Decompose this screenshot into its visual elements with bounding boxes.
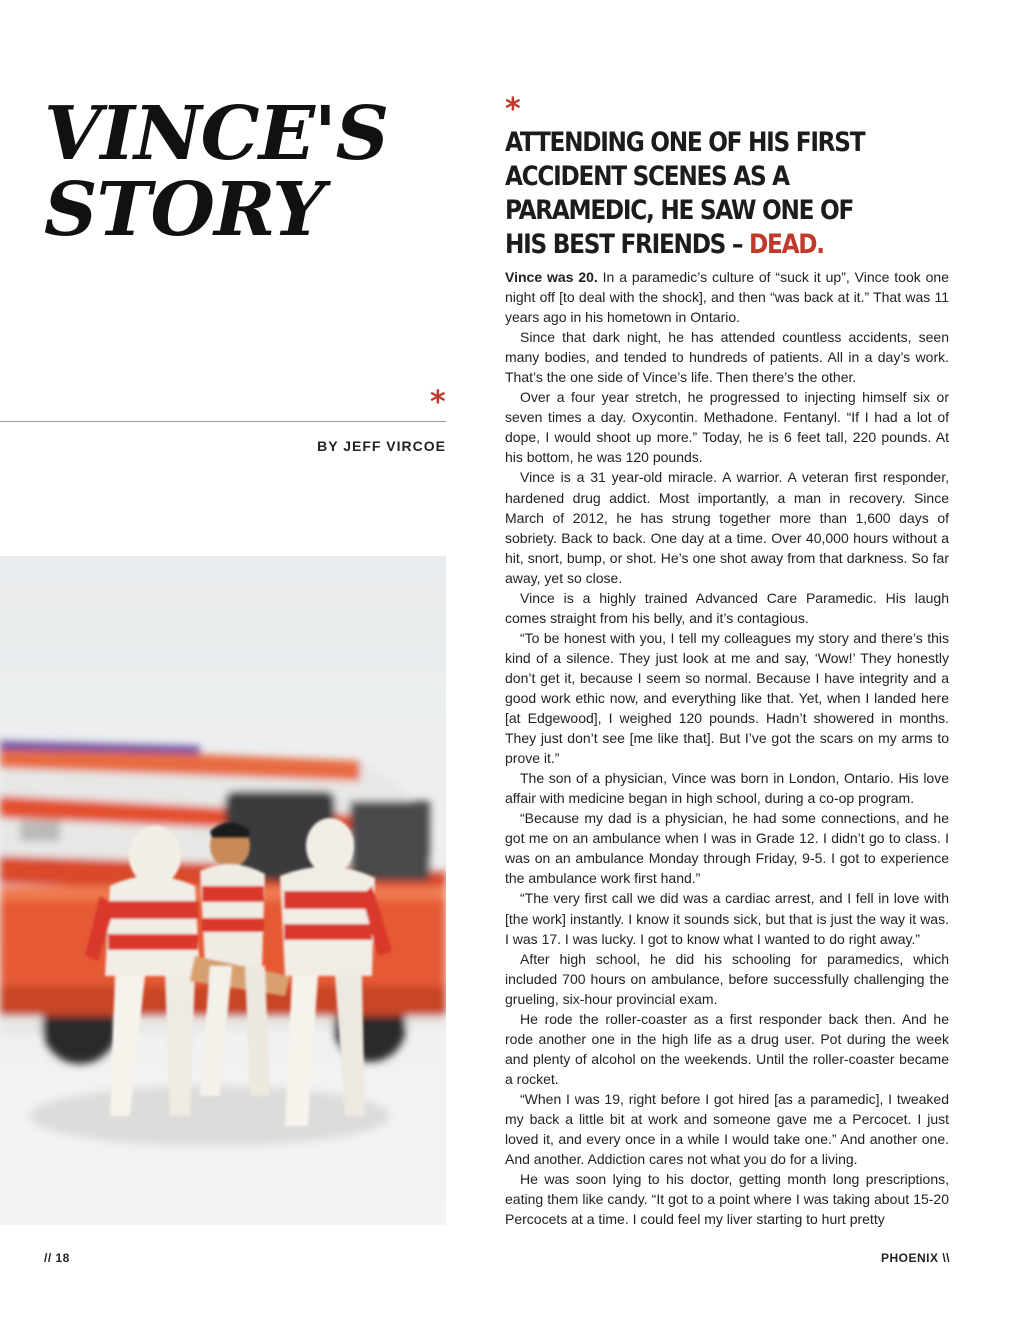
lead-in: Vince was 20. bbox=[505, 269, 598, 285]
title-line-1: VINCE'S bbox=[44, 91, 389, 177]
article-deck bbox=[505, 126, 892, 262]
page-number: // 18 bbox=[44, 1251, 70, 1265]
byline: BY JEFF VIRCOE bbox=[317, 438, 446, 454]
byline-divider bbox=[0, 421, 446, 422]
article-body bbox=[505, 267, 949, 1229]
title-line-2: STORY bbox=[44, 167, 325, 253]
paragraph-12: “When I was 19, right before I got hired [as a paramedic], I tweaked my back a little bit at work and someone gave me a Percocet. I just loved it, and every once in a while I would take one.” And another one. And another. Addiction cares not what you do for a living. bbox=[505, 1090, 949, 1168]
paragraph-7: The son of a physician, Vince was born in London, Ontario. His love affair with medicine began in high school, during a co-op program. bbox=[505, 770, 949, 807]
article-title bbox=[44, 91, 444, 253]
deck-text: ATTENDING ONE OF HIS FIRST ACCIDENT SCENES AS A PARAMEDIC, HE SAW ONE OF HIS BEST FRIENDS – bbox=[505, 127, 865, 260]
paramedic-figurines-photo bbox=[0, 556, 446, 1225]
byline-asterisk: * bbox=[430, 385, 446, 420]
paragraph-11: He rode the roller-coaster as a first responder back then. And he rode another one in the high life as a drug user. Pot during the week and plenty of alcohol on the weekends. Until the roller-coaster became a rocket. bbox=[505, 1010, 949, 1087]
deck-highlight: DEAD. bbox=[749, 229, 824, 260]
paragraph-1-text: In a paramedic’s culture of “suck it up”, Vince took one night off [to deal with the shock], and then “was back at it.” That was 11 years ago in his hometown in Ontario. bbox=[505, 269, 949, 326]
paragraph-5: Vince is a highly trained Advanced Care Paramedic. His laugh comes straight from his belly, and it’s contagious. bbox=[505, 589, 949, 626]
paragraph-8: “Because my dad is a physician, he had some connections, and he got me on an ambulance when I was in Grade 12. I didn’t go to class. I was on an ambulance Monday through Friday, 9-5. I got to experience the ambulance work first hand.” bbox=[505, 810, 949, 887]
deck-asterisk: * bbox=[505, 92, 521, 127]
paragraph-2: Since that dark night, he has attended countless accidents, seen many bodies, and tended to hundreds of patients. All in a day’s work. That’s the one side of Vince’s life. Then there’s the other. bbox=[505, 329, 949, 386]
paragraph-4: Vince is a 31 year-old miracle. A warrior. A veteran first responder, hardened drug addict. Most importantly, a man in recovery. Since March of 2012, he has strung together more than 1,600 days of sobriety. Back to back. One day at a time. Over 40,000 hours without a hit, snort, bump, or shot. He’s one shot away from that darkness. So far away, yet so close. bbox=[505, 469, 949, 586]
paragraph-6: “To be honest with you, I tell my colleagues my story and there’s this kind of a silence. They just look at me and say, ‘Wow!’ They honestly don’t get it, because I seem so normal. Because I have integrity and a good work ethic now, and everything like that. Yet, when I landed here [at Edgewood], I weighed 120 pounds. Hadn’t showered in months. They just don’t see [me like that]. But I’ve got the scars on my arms to prove it.” bbox=[505, 629, 949, 767]
photo-illustration bbox=[0, 556, 446, 1225]
paragraph-10: After high school, he did his schooling for paramedics, which included 700 hours on ambulance, before successfully challenging the grueling, six-hour provincial exam. bbox=[505, 950, 949, 1007]
paragraph-1 bbox=[505, 267, 949, 327]
paragraph-3: Over a four year stretch, he progressed to injecting himself six or seven times a day. Oxycontin. Methadone. Fentanyl. “If I had a lot of dope, I would shoot up more.” Today, he is 6 feet tall, 220 pounds. At his bottom, he was 120 pounds. bbox=[505, 389, 949, 466]
paragraph-9: “The very first call we did was a cardiac arrest, and I fell in love with [the work] instantly. I know it sounds sick, but that is just the way it was. I was 17. I was lucky. I got to know what I wanted to do right away.” bbox=[505, 890, 949, 947]
paragraph-13: He was soon lying to his doctor, getting month long prescriptions, eating them like candy. “It got to a point where I was taking about 15-20 Percocets at a time. I could feel my liver starting to hurt pretty bbox=[505, 1171, 949, 1228]
magazine-name: PHOENIX \\ bbox=[880, 1251, 950, 1265]
